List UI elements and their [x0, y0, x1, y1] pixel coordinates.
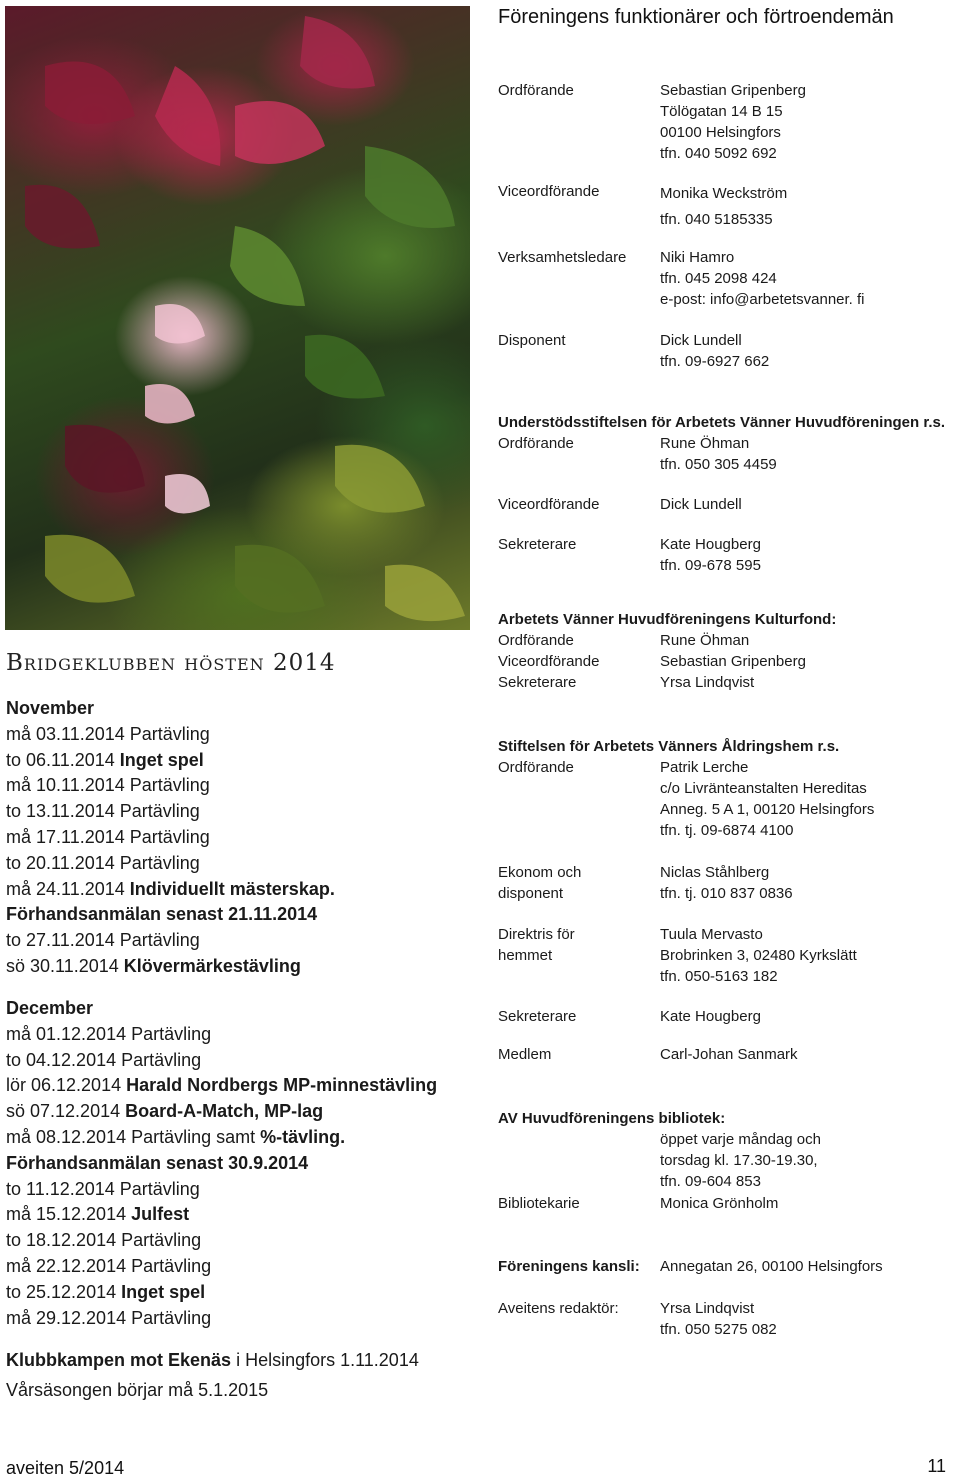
schedule-item: [6, 1177, 437, 1203]
club-match-line: [6, 1348, 419, 1374]
culture-fund-section: [498, 609, 958, 693]
member-name: Kate Hougberg: [660, 1008, 761, 1025]
schedule-item: [6, 902, 335, 928]
leaves-illustration: [5, 6, 470, 630]
address-line: 00100 Helsingfors: [660, 124, 781, 141]
editor-details: [660, 1298, 777, 1340]
schedule-date: to 27.11.2014: [6, 930, 120, 951]
schedule-item: [6, 1254, 437, 1280]
schedule-event: Partävling: [131, 1255, 212, 1276]
schedule-event: Partävling: [131, 1307, 212, 1328]
member-name: Patrik Lerche: [660, 759, 749, 776]
member-details: [660, 862, 793, 904]
phone-line: tfn. 040 5092 692: [660, 145, 777, 162]
month-heading: December: [6, 998, 94, 1018]
schedule-date: to 25.12.2014: [6, 1281, 122, 1302]
role-label: Viceordförande: [498, 183, 600, 200]
role-label: Ordförande: [498, 435, 574, 452]
schedule-item: [6, 1228, 437, 1254]
role-label: Disponent: [498, 332, 566, 349]
schedule-event: Partävling: [121, 1230, 202, 1251]
schedule-date: to 04.12.2014: [6, 1049, 122, 1070]
schedule-event: Board-A-Match, MP-lag: [125, 1101, 324, 1122]
email-line: e-post: info@arbetetsvanner. fi: [660, 291, 865, 308]
schedule-event: %-tävling.: [260, 1126, 346, 1147]
schedule-event: Partävling: [131, 1023, 212, 1044]
phone-line: tfn. 09-6927 662: [660, 353, 770, 370]
schedule-date: to 13.11.2014: [6, 801, 120, 822]
address-line: Anneg. 5 A 1, 00120 Helsingfors: [660, 801, 875, 818]
editor-section: [498, 1298, 958, 1338]
member-name: Niclas Ståhlberg: [660, 864, 770, 881]
schedule-date: må 29.12.2014: [6, 1307, 132, 1328]
official-name: Dick Lundell: [660, 332, 742, 349]
schedule-event: Julfest: [131, 1204, 190, 1225]
member-name: Tuula Mervasto: [660, 926, 763, 943]
schedule-item: [6, 1099, 437, 1125]
phone-line: tfn. 050 5275 082: [660, 1321, 777, 1338]
section-heading: AV Huvudföreningens bibliotek:: [498, 1110, 726, 1127]
elderly-home-section: [498, 736, 958, 1063]
phone-line: tfn. 09-604 853: [660, 1173, 761, 1190]
schedule-item: [6, 722, 335, 748]
schedule-date: to 20.11.2014: [6, 852, 120, 873]
hours-line: öppet varje måndag och: [660, 1131, 821, 1148]
member-details: [660, 757, 874, 841]
autumn-leaves-photo: [5, 6, 470, 630]
schedule-event: Förhandsanmälan senast 30.9.2014: [6, 1152, 309, 1173]
opening-hours: [660, 1129, 821, 1192]
member-name: Monica Grönholm: [660, 1195, 779, 1212]
bridge-club-title: Bridgeklubben hösten 2014: [6, 650, 336, 676]
schedule-item: [6, 1022, 437, 1048]
schedule-date: sö 07.12.2014: [6, 1101, 126, 1122]
schedule-date: to 18.12.2014: [6, 1230, 122, 1251]
schedule-date: må 08.12.2014 Partävling samt: [6, 1126, 261, 1147]
role-label: Ordförande: [498, 759, 574, 776]
schedule-item: [6, 954, 335, 980]
november-list: [6, 722, 335, 980]
schedule-date: må 01.12.2014: [6, 1023, 132, 1044]
library-section: [498, 1108, 958, 1214]
official-name: Sebastian Gripenberg: [660, 82, 806, 99]
office-address: Annegatan 26, 00100 Helsingfors: [660, 1258, 883, 1275]
publication-label: aveiten 5/2014: [6, 1458, 125, 1478]
role-label: Viceordförande: [498, 496, 600, 513]
phone-line: tfn. 045 2098 424: [660, 270, 777, 287]
schedule-item: [6, 1280, 437, 1306]
editor-label: Aveitens redaktör:: [498, 1300, 619, 1317]
role-label: hemmet: [498, 947, 553, 964]
schedule-item: [6, 1151, 437, 1177]
section-heading: Understödsstiftelsen för Arbetets Vänner Huvudföreningen r.s.: [498, 414, 946, 431]
schedule-item: [6, 1306, 437, 1332]
member-name: Sebastian Gripenberg: [660, 653, 806, 670]
schedule-date: må 15.12.2014: [6, 1204, 132, 1225]
official-name: Niki Hamro: [660, 249, 735, 266]
schedule-date: må 24.11.2014: [6, 878, 130, 899]
support-foundation-section: [498, 412, 958, 574]
phone-line: tfn. tj. 010 837 0836: [660, 885, 793, 902]
schedule-date: sö 30.11.2014: [6, 955, 124, 976]
phone-line: tfn. 09-678 595: [660, 557, 761, 574]
schedule-event: Partävling: [121, 1049, 202, 1070]
hours-line: torsdag kl. 17.30-19.30,: [660, 1152, 818, 1169]
member-name: Kate Hougberg: [660, 536, 761, 553]
member-name: Carl-Johan Sanmark: [660, 1046, 798, 1063]
page-title: Föreningens funktionärer och förtroendemän: [498, 6, 894, 28]
schedule-item: [6, 1125, 437, 1151]
schedule-item: [6, 928, 335, 954]
schedule-date: to 11.12.2014: [6, 1178, 120, 1199]
role-label: Verksamhetsledare: [498, 249, 627, 266]
official-details: [660, 247, 865, 310]
member-name: Rune Öhman: [660, 435, 750, 452]
address-line: Brobrinken 3, 02480 Kyrkslätt: [660, 947, 857, 964]
club-match-title: Klubbkampen mot Ekenäs: [6, 1350, 232, 1370]
member-details: [660, 924, 857, 987]
schedule-event: Klövermärkestävling: [123, 955, 301, 976]
member-name: Rune Öhman: [660, 632, 750, 649]
schedule-item: [6, 851, 335, 877]
office-label: Föreningens kansli:: [498, 1258, 640, 1275]
schedule-item: [6, 1073, 437, 1099]
page-number: 11: [927, 1456, 946, 1476]
schedule-event: Partävling: [119, 852, 200, 873]
schedule-event: Partävling: [119, 930, 200, 951]
phone-line: tfn. 040 5185335: [660, 211, 773, 228]
section-heading: Stiftelsen för Arbetets Vänners Åldringshem r.s.: [498, 738, 840, 755]
role-label: Sekreterare: [498, 536, 577, 553]
section-heading: Arbetets Vänner Huvudföreningens Kulturfond:: [498, 611, 837, 628]
schedule-date: lör 06.12.2014: [6, 1075, 127, 1096]
schedule-event: Inget spel: [119, 749, 204, 770]
role-label: Sekreterare: [498, 1008, 577, 1025]
member-name: Yrsa Lindqvist: [660, 1300, 755, 1317]
role-label: Ordförande: [498, 82, 574, 99]
phone-line: tfn. 050-5163 182: [660, 968, 778, 985]
member-name: Yrsa Lindqvist: [660, 674, 755, 691]
phone-line: tfn. 050 305 4459: [660, 456, 777, 473]
schedule-item: [6, 825, 335, 851]
official-details: [660, 330, 769, 372]
schedule-event: Partävling: [119, 801, 200, 822]
role-label: Bibliotekarie: [498, 1195, 580, 1212]
schedule-event: Partävling: [129, 775, 210, 796]
role-label: Ekonom och: [498, 864, 582, 881]
schedule-item: [6, 799, 335, 825]
schedule-event: Partävling: [119, 1178, 200, 1199]
schedule-item: [6, 748, 335, 774]
schedule-event: Partävling: [129, 723, 210, 744]
bridge-schedule-december: [6, 996, 437, 1331]
schedule-item: [6, 1202, 437, 1228]
december-list: [6, 1022, 437, 1332]
club-match-detail: i Helsingfors 1.11.2014: [231, 1350, 419, 1370]
official-details: [660, 181, 787, 233]
schedule-event: Harald Nordbergs MP-minnestävling: [126, 1075, 438, 1096]
address-line: Tölögatan 14 B 15: [660, 103, 783, 120]
office-section: [498, 1256, 958, 1277]
schedule-date: må 17.11.2014: [6, 826, 130, 847]
schedule-event: Partävling: [129, 826, 210, 847]
schedule-date: må 10.11.2014: [6, 775, 130, 796]
month-heading: November: [6, 698, 95, 718]
schedule-event: Individuellt mästerskap.: [129, 878, 335, 899]
phone-line: tfn. tj. 09-6874 4100: [660, 822, 794, 839]
role-label: Viceordförande: [498, 653, 600, 670]
role-label: Direktris för: [498, 926, 575, 943]
role-label: Sekreterare: [498, 674, 577, 691]
address-line: c/o Livränteanstalten Hereditas: [660, 780, 867, 797]
schedule-item: [6, 773, 335, 799]
spring-season-line: Vårsäsongen börjar må 5.1.2015: [6, 1380, 269, 1400]
schedule-date: må 03.11.2014: [6, 723, 130, 744]
schedule-item: [6, 877, 335, 903]
bridge-schedule: [6, 696, 335, 980]
role-label: Ordförande: [498, 632, 574, 649]
member-details: [660, 433, 777, 475]
schedule-date: to 06.11.2014: [6, 749, 120, 770]
role-label: Medlem: [498, 1046, 552, 1063]
official-name: Monika Weckström: [660, 185, 788, 202]
schedule-item: [6, 1048, 437, 1074]
member-details: [660, 534, 761, 576]
schedule-event: Förhandsanmälan senast 21.11.2014: [6, 904, 318, 925]
schedule-event: Inget spel: [121, 1281, 206, 1302]
member-name: Dick Lundell: [660, 496, 742, 513]
official-details: [660, 80, 806, 164]
role-label: disponent: [498, 885, 564, 902]
schedule-date: må 22.12.2014: [6, 1255, 132, 1276]
